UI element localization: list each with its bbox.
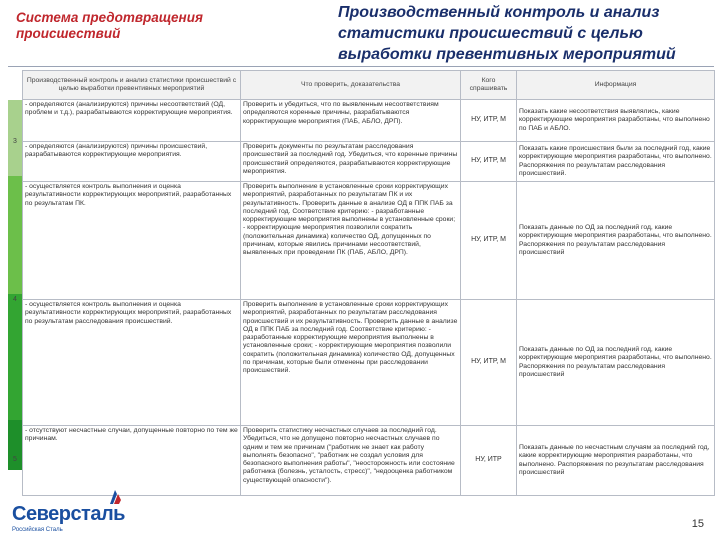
header-check: Что проверить, доказательства xyxy=(241,71,461,100)
info-cell: Показать какие несоответствия выявлялись, какие корректирующие мероприятия разработаны, что выполнено по ПАБ и АБЛО. xyxy=(517,100,715,142)
company-logo-text: Северсталь xyxy=(12,503,125,525)
who-cell: НУ, ИТР, М xyxy=(461,300,517,426)
level-label-4: 5 xyxy=(13,456,17,463)
info-cell: Показать данные по ОД за последний год, какие корректирующие мероприятия разработаны, что выполнено. Распоряжения по результатам расследования происшествий xyxy=(517,182,715,300)
check-cell: Проверить выполнение в установленные сроки корректирующих мероприятий, разработанных по результатам ПК и их результативность. Проверить данные в анализе ОД в ППК ПАБ за последний год. Соответствие критерию: - разработанные корректирующие мероприятия выполнены в установленные сроки; - корректирующие мероприятия позволили сократить (положительная динамика) количество ОД, допущенных по причинам, которые явились причинами несоответствий, выявленных при проведении ПК (ПАБ, АБЛО, ДРП). xyxy=(241,182,461,300)
level-label-1: 3 xyxy=(13,138,17,145)
header-info: Информация xyxy=(517,71,715,100)
requirement-cell: - осуществляется контроль выполнения и оценка результативности корректирующих мероприятий, разработанных по результатам расследования происшествий. xyxy=(23,300,241,426)
table-row xyxy=(23,182,715,300)
table-row xyxy=(23,142,715,182)
requirement-cell: - осуществляется контроль выполнения и оценка результативности корректирующих мероприятий, разработанных по результатам ПК. xyxy=(23,182,241,300)
requirement-cell: - определяются (анализируются) причины происшествий, разрабатываются корректирующие мероприятия. xyxy=(23,142,241,182)
header-who: Кого спрашивать xyxy=(461,71,517,100)
who-cell: НУ, ИТР xyxy=(461,426,517,496)
who-cell: НУ, ИТР, М xyxy=(461,142,517,182)
slide-title: Производственный контроль и анализ статистики происшествий с целью выработки превентивных мероприятий xyxy=(338,4,676,63)
check-cell: Проверить выполнение в установленные сроки корректирующих мероприятий, разработанных по результатам расследования происшествий и их результативность. Проверить данные в анализе ОД в ППК ПАБ за последний год. Соответствие критерию: - разработанные корректирующие мероприятия выполнены в установленные сроки; - корректирующие мероприятия позволили сократить (положительная динамика) количество ОД, допущенных по причинам, которые были отменены при расследовании происшествий. xyxy=(241,300,461,426)
who-cell: НУ, ИТР, М xyxy=(461,182,517,300)
check-cell: Проверить документы по результатам расследования происшествий за последний год. Убедиться, что коренные причины происшествий определяются, разрабатываются корректирующие мероприятия. xyxy=(241,142,461,182)
company-logo-subtitle: Российская Сталь xyxy=(12,527,63,533)
requirement-cell: - определяются (анализируются) причины несоответствий (ОД, проблем и т.д.), разрабатываются корректирующие мероприятия. xyxy=(23,100,241,142)
info-cell: Показать данные по несчастным случаям за последний год, какие корректирующие мероприятия разработаны, что выполнено. Распоряжения по результатам расследования происшествий xyxy=(517,426,715,496)
table-row xyxy=(23,300,715,426)
table-row xyxy=(23,426,715,496)
page-number: 15 xyxy=(691,518,704,530)
table-header-row xyxy=(23,71,715,100)
maturity-progress-bar xyxy=(8,100,22,470)
progress-segment-3 xyxy=(8,294,22,420)
check-cell: Проверить и убедиться, что по выявленным несоответствиям определяются коренные причины, разрабатываются корректирующие мероприятия (ПАБ, АБЛО, ДРП). xyxy=(241,100,461,142)
header-requirement: Производственный контроль и анализ статистики происшествий с целью выработки превентивных мероприятий xyxy=(23,71,241,100)
title-divider xyxy=(8,66,714,67)
who-cell: НУ, ИТР, М xyxy=(461,100,517,142)
control-table xyxy=(22,70,715,496)
level-label-3: 4 xyxy=(13,296,17,303)
system-title: Система предотвращения происшествий xyxy=(16,10,203,41)
info-cell: Показать данные по ОД за последний год, какие корректирующие мероприятия разработаны, что выполнено. Распоряжения по результатам расследования происшествий xyxy=(517,300,715,426)
table-row xyxy=(23,100,715,142)
progress-segment-2 xyxy=(8,176,22,294)
info-cell: Показать какие происшествия были за последний год, какие корректирующие мероприятия разработаны, что выполнено. Распоряжения по результатам расследования происшествий. xyxy=(517,142,715,182)
check-cell: Проверить статистику несчастных случаев за последний год. Убедиться, что не допущено повторно несчастных случаев по одним и тем же причинам ("работник не знает как работу выполнять безопасно", "работник не создал условия для безопасного выполнения работы", "неосторожность или состояние работника (болезнь, усталость, стресс)", "недооценка работником существующей опасности"). xyxy=(241,426,461,496)
requirement-cell: - отсутствуют несчастные случаи, допущенные повторно по тем же причинам. xyxy=(23,426,241,496)
